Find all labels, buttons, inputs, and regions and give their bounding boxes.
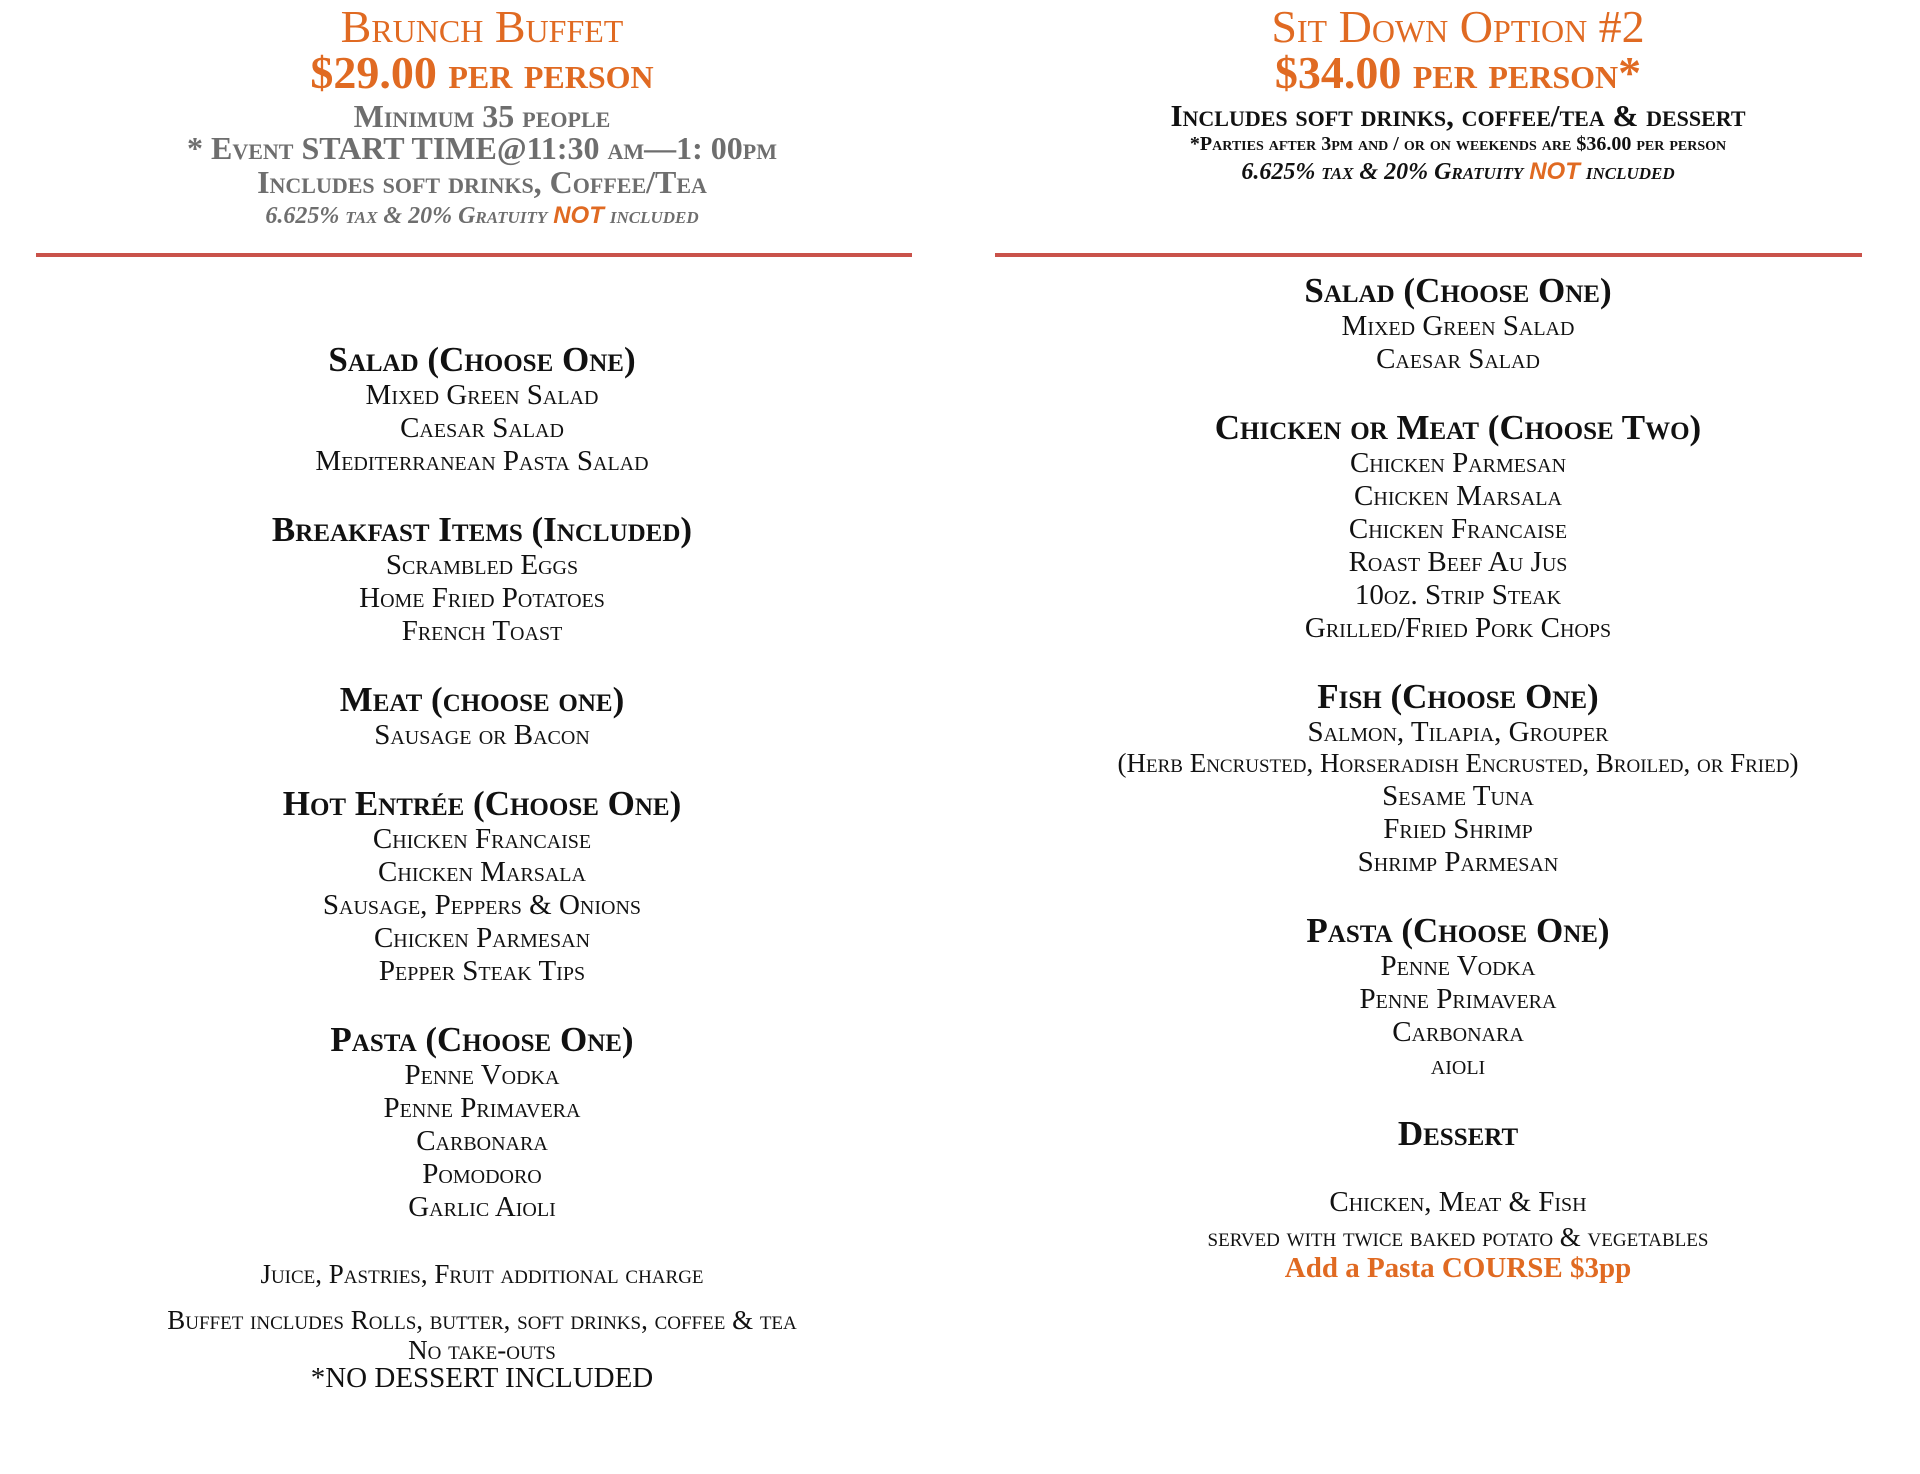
served-title: Chicken, Meat & Fish — [1329, 1186, 1587, 1218]
section-heading-hot-entree: Hot Entrée (Choose One) — [282, 784, 682, 823]
left-divider — [36, 253, 912, 257]
section-heading-fish: Fish (Choose One) — [1317, 677, 1599, 716]
menu-item: Chicken Francaise — [1348, 513, 1568, 545]
brunch-tax-not: NOT — [553, 202, 604, 229]
brunch-minimum: Minimum 35 people — [353, 98, 611, 134]
no-dessert-note: *NO DESSERT INCLUDED — [310, 1362, 654, 1394]
sitdown-tax-note — [1000, 160, 1916, 184]
brunch-includes: Includes soft drinks, Coffee/Tea — [257, 164, 707, 200]
menu-item: 10oz. Strip Steak — [1354, 579, 1562, 611]
menu-item: Chicken Francaise — [372, 823, 592, 855]
menu-item: Pomodoro — [422, 1158, 542, 1190]
menu-item-detail: (Herb Encrusted, Horseradish Encrusted, Broiled, or Fried) — [1117, 748, 1799, 778]
sitdown-includes: Includes soft drinks, coffee/tea & dessert — [1170, 98, 1746, 133]
brunch-price: $29.00 per person — [310, 47, 654, 98]
juice-note: Juice, Pastries, Fruit additional charge — [260, 1259, 704, 1289]
menu-item: Scrambled Eggs — [385, 549, 579, 581]
section-heading-meat: Meat (choose one) — [339, 680, 625, 719]
menu-item: Grilled/Fried Pork Chops — [1304, 612, 1612, 644]
no-takeouts-note: No take-outs — [408, 1335, 556, 1365]
brunch-tax-note — [0, 204, 964, 228]
menu-item: Chicken Marsala — [378, 856, 586, 888]
brunch-event-time: * Event START TIME@11:30 am—1: 00pm — [186, 130, 778, 166]
menu-item: Chicken Parmesan — [1349, 447, 1567, 479]
menu-item: Home Fried Potatoes — [359, 582, 605, 614]
menu-item: Mediterranean Pasta Salad — [315, 445, 649, 477]
menu-item: Caesar Salad — [400, 412, 564, 444]
menu-item: Pepper Steak Tips — [378, 955, 586, 987]
menu-item: Sausage, Peppers & Onions — [322, 889, 642, 921]
sitdown-title: Sit Down Option #2 — [1271, 1, 1645, 52]
menu-item: Penne Primavera — [383, 1092, 581, 1124]
section-heading-salad: Salad (Choose One) — [328, 340, 636, 379]
menu-item: Chicken Parmesan — [373, 922, 591, 954]
buffet-includes-note: Buffet includes Rolls, butter, soft drinks, coffee & tea — [167, 1305, 797, 1335]
section-heading-chicken-or-meat: Chicken or Meat (Choose Two) — [1214, 408, 1702, 447]
menu-item: Carbonara — [416, 1125, 548, 1157]
menu-item: Shrimp Parmesan — [1357, 846, 1559, 878]
menu-item: Fried Shrimp — [1383, 813, 1533, 845]
add-pasta-course: Add a Pasta COURSE $3pp — [1284, 1252, 1632, 1284]
section-heading-salad: Salad (Choose One) — [1304, 271, 1612, 310]
brunch-tax-suffix: included — [603, 203, 699, 229]
sitdown-price: $34.00 per person* — [1274, 47, 1642, 98]
menu-item: Salmon, Tilapia, Grouper — [1307, 716, 1609, 748]
menu-item: Mixed Green Salad — [365, 379, 599, 411]
menu-item: Mixed Green Salad — [1341, 310, 1575, 342]
menu-item: Garlic Aioli — [408, 1191, 556, 1223]
menu-item: Roast Beef Au Jus — [1348, 546, 1568, 578]
menu-item: Sesame Tuna — [1382, 780, 1534, 812]
menu-item: aioli — [1430, 1049, 1486, 1081]
sitdown-parties-note: *Parties after 3pm and / or on weekends are $36.00 per person — [1189, 133, 1727, 155]
menu-item: Penne Vodka — [1380, 950, 1536, 982]
section-heading-dessert: Dessert — [1397, 1114, 1519, 1153]
menu-item: Penne Vodka — [404, 1059, 560, 1091]
sitdown-tax-prefix: 6.625% tax & 20% Gratuity — [1241, 159, 1530, 185]
section-heading-pasta: Pasta (Choose One) — [1306, 911, 1610, 950]
menu-item: Caesar Salad — [1376, 343, 1540, 375]
sitdown-tax-not: NOT — [1529, 158, 1580, 185]
menu-item: Carbonara — [1392, 1016, 1524, 1048]
section-heading-breakfast: Breakfast Items (Included) — [271, 510, 693, 549]
menu-item: Penne Primavera — [1359, 983, 1557, 1015]
served-note: served with twice baked potato & vegetables — [1207, 1222, 1709, 1252]
menu-item: French Toast — [401, 615, 563, 647]
sitdown-tax-suffix: included — [1579, 159, 1675, 185]
brunch-tax-prefix: 6.625% tax & 20% Gratuity — [265, 203, 554, 229]
brunch-title: Brunch Buffet — [340, 1, 624, 52]
section-heading-pasta: Pasta (Choose One) — [330, 1020, 634, 1059]
menu-item: Sausage or Bacon — [374, 719, 590, 751]
right-divider — [995, 253, 1862, 257]
menu-item: Chicken Marsala — [1354, 480, 1562, 512]
